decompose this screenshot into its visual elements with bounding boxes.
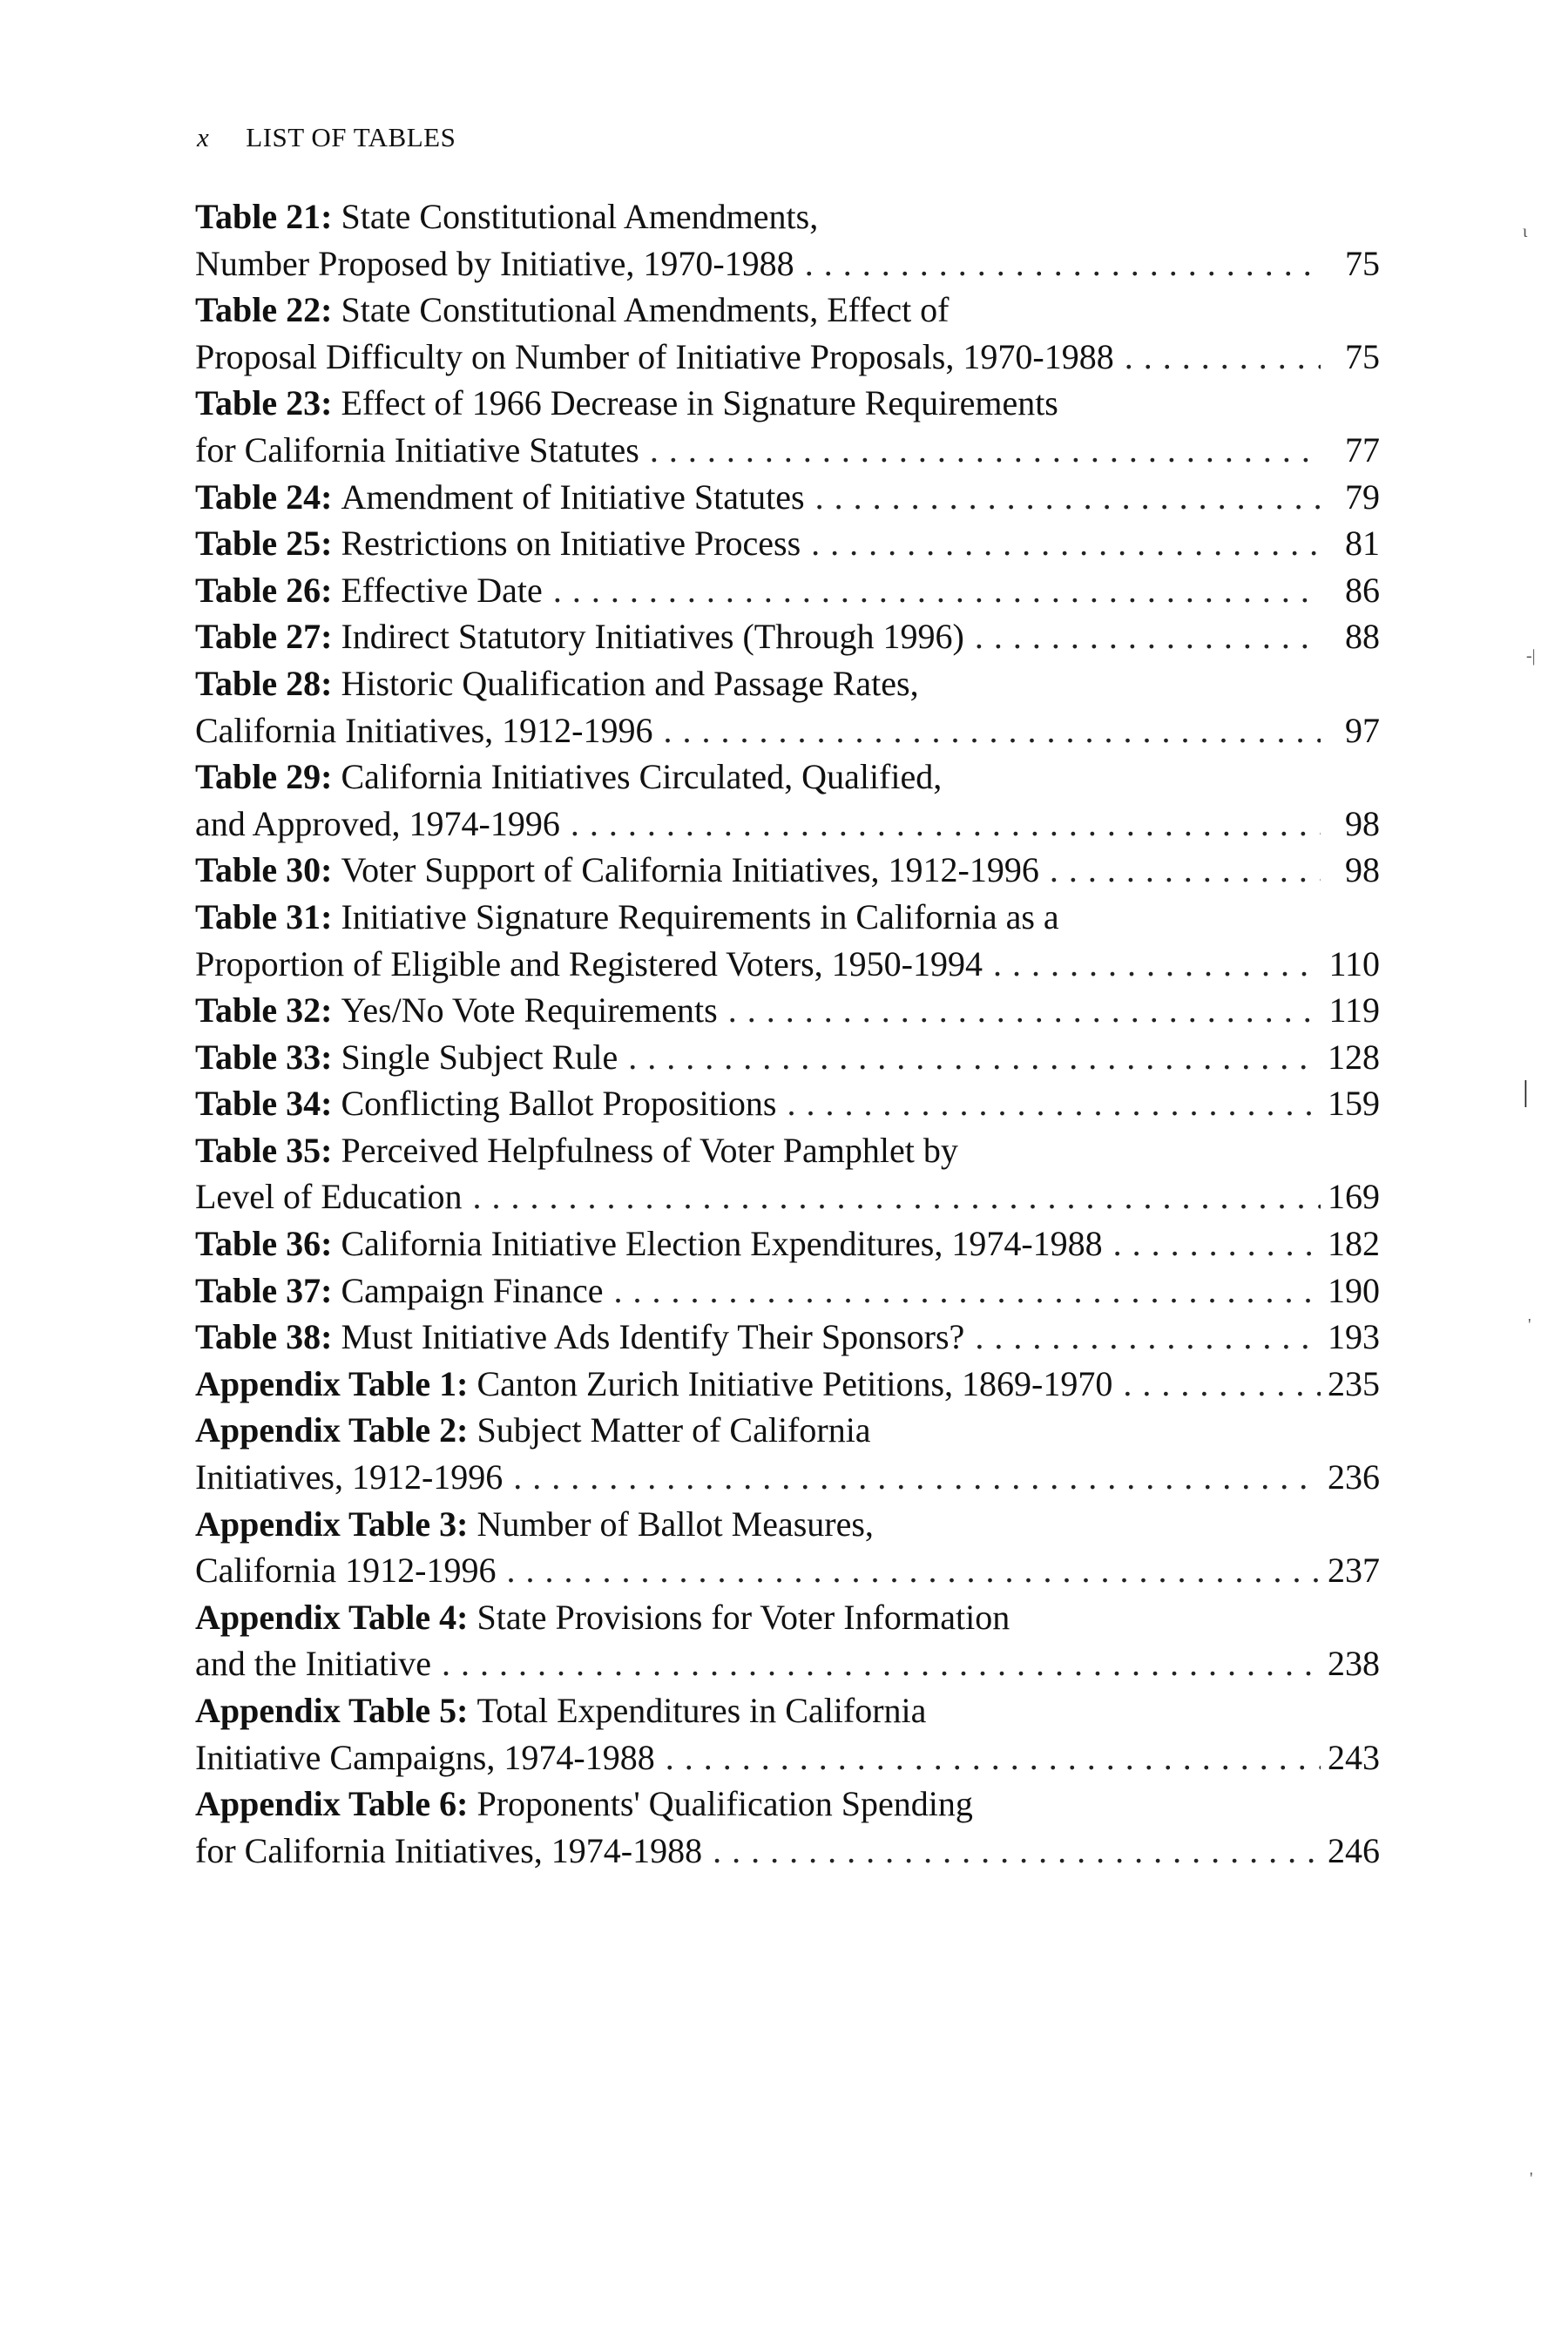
- toc-entry-label: Table 25:: [195, 524, 333, 564]
- toc-entry: [195, 1267, 1380, 1315]
- toc-entry-title: Initiatives, 1912-1996: [195, 1457, 504, 1497]
- page-folio: x: [197, 122, 210, 152]
- toc-entry: [195, 567, 1380, 614]
- toc-entry-title: Restrictions on Initiative Process: [341, 524, 801, 564]
- toc-entry-line: [195, 520, 1380, 567]
- toc-entry: [195, 193, 1380, 287]
- running-head-title: LIST OF TABLES: [246, 122, 456, 152]
- toc-page-number: 75: [1345, 243, 1380, 283]
- dot-leader: [1113, 1220, 1321, 1267]
- toc-entry-line: [195, 1501, 1380, 1548]
- toc-entry-line: [195, 1314, 1380, 1361]
- toc-entry: [195, 1361, 1380, 1408]
- dot-leader: [650, 427, 1321, 474]
- dot-leader: [1050, 847, 1321, 894]
- dot-leader: [1125, 334, 1321, 381]
- toc-entry-line: [195, 1220, 1380, 1267]
- toc-entry-title: Level of Education: [195, 1177, 463, 1217]
- toc-entry-title: Proportion of Eligible and Registered Voters, 1950-1994: [195, 943, 983, 983]
- toc-entry-title: Amendment of Initiative Statutes: [341, 476, 805, 517]
- toc-entry-line: [195, 1547, 1380, 1594]
- toc-entry-title: Conflicting Ballot Propositions: [341, 1084, 777, 1124]
- toc-entry: [195, 520, 1380, 567]
- dot-leader: [663, 707, 1321, 754]
- toc-entry-label: Table 33:: [195, 1037, 333, 1077]
- toc-entry-label: Table 23:: [195, 383, 333, 423]
- toc-entry: [195, 1501, 1380, 1594]
- toc-page-number: 243: [1328, 1737, 1380, 1777]
- toc-entry: [195, 1781, 1380, 1874]
- toc-entry: [195, 287, 1380, 380]
- toc-entry-line: [195, 613, 1380, 660]
- dot-leader: [975, 613, 1321, 660]
- toc-entry-title: Must Initiative Ads Identify Their Sponsors?: [341, 1317, 965, 1357]
- toc-page-number: 182: [1328, 1224, 1380, 1264]
- running-head: [197, 122, 456, 153]
- toc-page-number: 98: [1345, 803, 1380, 843]
- toc-entry-title: Initiative Campaigns, 1974-1988: [195, 1737, 655, 1777]
- toc-entry-title: and the Initiative: [195, 1644, 432, 1684]
- dot-leader: [805, 240, 1321, 287]
- toc-entry-title: Number of Ballot Measures,: [476, 1504, 874, 1544]
- toc-entry-title: State Provisions for Voter Information: [476, 1597, 1010, 1637]
- toc-entry-title: for California Initiatives, 1974-1988: [195, 1830, 703, 1870]
- toc-entry-title: Voter Support of California Initiatives, 1912-1996: [341, 850, 1039, 890]
- toc-page-number: 159: [1328, 1084, 1380, 1124]
- toc-entry-line: [195, 801, 1380, 848]
- toc-entry-title: Single Subject Rule: [341, 1037, 618, 1077]
- list-of-tables: [195, 193, 1380, 1874]
- toc-entry-title: Initiative Signature Requirements in California as a: [341, 896, 1059, 936]
- toc-entry-line: [195, 1454, 1380, 1501]
- toc-entry: [195, 1220, 1380, 1267]
- dot-leader: [571, 801, 1321, 848]
- toc-entry: [195, 474, 1380, 521]
- toc-page-number: 81: [1345, 524, 1380, 564]
- dot-leader: [614, 1267, 1321, 1315]
- dot-leader: [507, 1547, 1321, 1594]
- toc-entry-title: Perceived Helpfulness of Voter Pamphlet by: [341, 1130, 958, 1170]
- toc-entry-line: [195, 380, 1380, 427]
- dot-leader: [713, 1828, 1321, 1875]
- dot-leader: [442, 1640, 1321, 1687]
- dot-leader: [553, 567, 1321, 614]
- dot-leader: [728, 987, 1321, 1034]
- dot-leader: [628, 1034, 1321, 1081]
- toc-page-number: 88: [1345, 617, 1380, 657]
- toc-entry-title: California 1912-1996: [195, 1551, 497, 1591]
- dot-leader: [811, 520, 1321, 567]
- toc-entry-title: Proposal Difficulty on Number of Initiative Proposals, 1970-1988: [195, 336, 1114, 376]
- toc-entry-label: Table 26:: [195, 570, 333, 610]
- margin-speck: |: [1523, 1076, 1529, 1108]
- toc-entry-title: State Constitutional Amendments, Effect of: [341, 290, 950, 330]
- toc-page-number: 238: [1328, 1644, 1380, 1684]
- dot-leader: [666, 1734, 1321, 1781]
- toc-entry-line: [195, 1640, 1380, 1687]
- toc-entry-label: Appendix Table 4:: [195, 1597, 469, 1637]
- toc-entry: [195, 1407, 1380, 1500]
- toc-entry-title: California Initiative Election Expenditures, 1974-1988: [341, 1224, 1103, 1264]
- dot-leader: [975, 1314, 1321, 1361]
- dot-leader: [815, 474, 1321, 521]
- toc-entry-line: [195, 1361, 1380, 1408]
- toc-page-number: 98: [1345, 850, 1380, 890]
- toc-entry-line: [195, 1828, 1380, 1875]
- toc-page-number: 119: [1328, 990, 1380, 1031]
- toc-page-number: 75: [1345, 336, 1380, 376]
- margin-speck: -|: [1526, 646, 1536, 666]
- toc-entry-label: Appendix Table 6:: [195, 1784, 469, 1824]
- toc-entry-line: [195, 1127, 1380, 1174]
- toc-entry-label: Appendix Table 2:: [195, 1410, 469, 1450]
- toc-entry-label: Table 35:: [195, 1130, 333, 1170]
- toc-entry-title: Campaign Finance: [341, 1270, 604, 1310]
- toc-entry: [195, 1127, 1380, 1220]
- toc-entry-label: Table 34:: [195, 1084, 333, 1124]
- toc-entry-line: [195, 987, 1380, 1034]
- toc-entry-title: Number Proposed by Initiative, 1970-1988: [195, 243, 794, 283]
- toc-entry: [195, 987, 1380, 1034]
- dot-leader: [787, 1080, 1321, 1127]
- toc-entry-title: Effect of 1966 Decrease in Signature Requirements: [341, 383, 1058, 423]
- toc-entry: [195, 1034, 1380, 1081]
- toc-entry-title: Indirect Statutory Initiatives (Through 1996): [341, 617, 964, 657]
- toc-page-number: 169: [1328, 1177, 1380, 1217]
- toc-entry: [195, 1687, 1380, 1781]
- toc-entry-title: for California Initiative Statutes: [195, 429, 639, 470]
- toc-page-number: 77: [1345, 429, 1380, 470]
- toc-entry-label: Table 32:: [195, 990, 333, 1031]
- toc-entry-line: [195, 847, 1380, 894]
- toc-entry-label: Table 38:: [195, 1317, 333, 1357]
- toc-page-number: 110: [1328, 943, 1380, 983]
- toc-entry-title: California Initiatives, 1912-1996: [195, 710, 653, 750]
- toc-entry: [195, 894, 1380, 987]
- toc-page-number: 237: [1328, 1551, 1380, 1591]
- toc-page-number: 86: [1345, 570, 1380, 610]
- toc-entry-title: State Constitutional Amendments,: [341, 197, 819, 236]
- toc-page-number: 235: [1328, 1363, 1380, 1403]
- toc-entry-title: and Approved, 1974-1996: [195, 803, 560, 843]
- toc-entry-title: Proponents' Qualification Spending: [476, 1784, 973, 1824]
- toc-entry-label: Table 37:: [195, 1270, 333, 1310]
- toc-page-number: 190: [1328, 1270, 1380, 1310]
- toc-entry-line: [195, 474, 1380, 521]
- toc-entry-line: [195, 240, 1380, 287]
- toc-page-number: 246: [1328, 1830, 1380, 1870]
- toc-entry-label: Appendix Table 3:: [195, 1504, 469, 1544]
- dot-leader: [473, 1173, 1321, 1220]
- dot-leader: [513, 1454, 1321, 1501]
- toc-entry: [195, 1314, 1380, 1361]
- toc-entry-line: [195, 1734, 1380, 1781]
- toc-entry-line: [195, 941, 1380, 988]
- toc-entry-title: Historic Qualification and Passage Rates,: [341, 663, 919, 703]
- toc-entry: [195, 380, 1380, 473]
- toc-page-number: 236: [1328, 1457, 1380, 1497]
- toc-entry-line: [195, 1407, 1380, 1454]
- toc-entry: [195, 1594, 1380, 1687]
- toc-entry-label: Table 22:: [195, 290, 333, 330]
- toc-entry-label: Appendix Table 5:: [195, 1691, 469, 1730]
- toc-entry-title: Effective Date: [341, 570, 543, 610]
- toc-entry-label: Table 29:: [195, 757, 333, 797]
- toc-entry-line: [195, 1781, 1380, 1828]
- toc-page-number: 97: [1345, 710, 1380, 750]
- toc-entry-title: Total Expenditures in California: [476, 1691, 927, 1730]
- toc-page-number: 79: [1345, 476, 1380, 517]
- toc-entry-line: [195, 1687, 1380, 1734]
- toc-entry-line: [195, 1080, 1380, 1127]
- toc-entry: [195, 847, 1380, 894]
- toc-entry: [195, 613, 1380, 660]
- toc-entry-line: [195, 1267, 1380, 1315]
- toc-entry: [195, 1080, 1380, 1127]
- toc-entry-line: [195, 287, 1380, 334]
- toc-entry-line: [195, 1173, 1380, 1220]
- toc-entry: [195, 660, 1380, 754]
- toc-entry-line: [195, 1594, 1380, 1641]
- toc-entry-title: California Initiatives Circulated, Qualified,: [341, 757, 943, 797]
- toc-entry-label: Table 30:: [195, 850, 333, 890]
- toc-entry-label: Appendix Table 1:: [195, 1363, 469, 1403]
- toc-entry: [195, 754, 1380, 847]
- toc-entry-line: [195, 894, 1380, 941]
- toc-entry-label: Table 31:: [195, 896, 333, 936]
- toc-entry-line: [195, 707, 1380, 754]
- toc-entry-label: Table 27:: [195, 617, 333, 657]
- toc-page-number: 128: [1328, 1037, 1380, 1077]
- toc-entry-title: Subject Matter of California: [476, 1410, 871, 1450]
- toc-entry-line: [195, 567, 1380, 614]
- toc-entry-line: [195, 193, 1380, 240]
- margin-speck: ': [1530, 2169, 1533, 2188]
- toc-entry-label: Table 24:: [195, 476, 333, 517]
- toc-entry-line: [195, 754, 1380, 801]
- toc-entry-line: [195, 334, 1380, 381]
- toc-entry-line: [195, 1034, 1380, 1081]
- toc-entry-label: Table 28:: [195, 663, 333, 703]
- margin-speck: ': [1528, 1315, 1531, 1335]
- toc-entry-line: [195, 427, 1380, 474]
- toc-entry-line: [195, 660, 1380, 707]
- toc-page-number: 193: [1328, 1317, 1380, 1357]
- toc-entry-title: Yes/No Vote Requirements: [341, 990, 718, 1031]
- toc-entry-title: Canton Zurich Initiative Petitions, 1869-1970: [476, 1363, 1113, 1403]
- dot-leader: [993, 941, 1321, 988]
- toc-entry-label: Table 36:: [195, 1224, 333, 1264]
- dot-leader: [1123, 1361, 1321, 1408]
- toc-entry-label: Table 21:: [195, 197, 333, 236]
- margin-speck: ι: [1523, 222, 1528, 241]
